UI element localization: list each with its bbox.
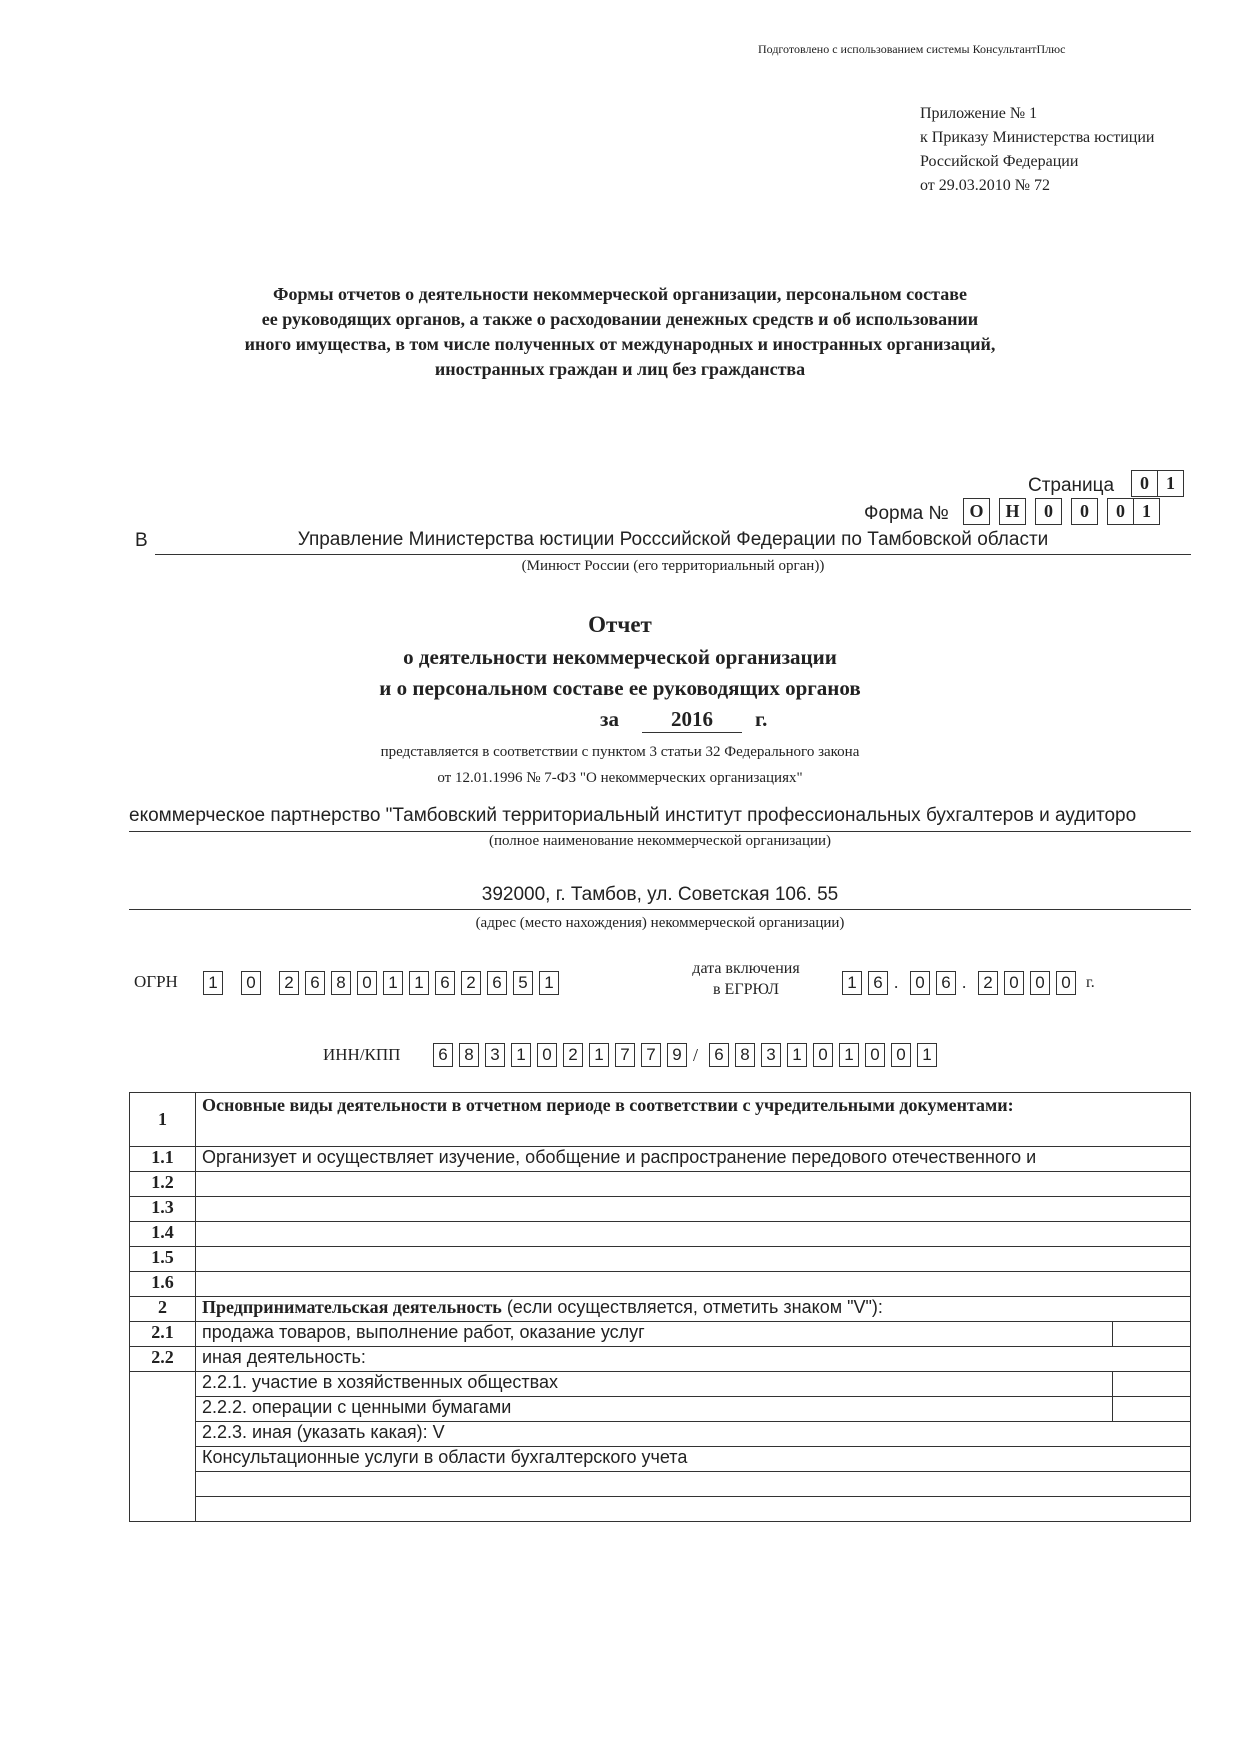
egrul-label xyxy=(676,960,816,999)
activities-table xyxy=(129,1092,1191,1522)
activity-1-3 xyxy=(196,1197,1191,1222)
page-label: Страница xyxy=(1028,475,1115,496)
egrul-date-digit: 0 xyxy=(910,971,930,995)
mark-cell-2-2-2 xyxy=(1113,1397,1191,1422)
row-number: 2.1 xyxy=(130,1322,196,1347)
form-number-cells xyxy=(963,498,1160,525)
inn-kpp-boxes xyxy=(433,1043,943,1067)
form-cell: 0 xyxy=(1071,498,1098,525)
table-row xyxy=(130,1422,1191,1447)
row-number: 2 xyxy=(130,1297,196,1322)
legal-basis-1: представляется в соответствии с пунктом 3 статьи 32 Федерального закона xyxy=(380,744,860,760)
report-title: Отчет xyxy=(588,612,652,637)
form-cell: 1 xyxy=(1133,498,1160,525)
row-number: 1.3 xyxy=(130,1197,196,1222)
forms-title xyxy=(140,282,1100,382)
inn-digit: 7 xyxy=(641,1043,661,1067)
forms-title-line-4: иностранных граждан и лиц без гражданства xyxy=(434,359,806,379)
kpp-digit: 0 xyxy=(891,1043,911,1067)
inn-digit: 7 xyxy=(615,1043,635,1067)
table-row xyxy=(130,1372,1191,1397)
forms-title-line-3: иного имущества, в том числе полученных от международных и иностранных организаций, xyxy=(244,334,996,354)
egrul-label-2: в ЕГРЮЛ xyxy=(713,981,779,998)
kpp-digit: 6 xyxy=(709,1043,729,1067)
recipient-field: Управление Министерства юстиции Росссийской Федерации по Тамбовской области xyxy=(155,529,1191,555)
table-row xyxy=(130,1322,1191,1347)
row-number: 2.2 xyxy=(130,1347,196,1372)
row-number: 1.1 xyxy=(130,1147,196,1172)
ogrn-digit: 1 xyxy=(203,971,223,995)
egrul-date-digit: 0 xyxy=(1030,971,1050,995)
table-row xyxy=(130,1147,1191,1172)
ogrn-digit: 2 xyxy=(461,971,481,995)
egrul-date-dot: . xyxy=(894,973,899,992)
inn-digit: 1 xyxy=(511,1043,531,1067)
year-suffix: г. xyxy=(755,707,768,731)
ogrn-digit: 6 xyxy=(435,971,455,995)
ogrn-digit: 1 xyxy=(409,971,429,995)
table-row xyxy=(130,1472,1191,1497)
kpp-digit: 0 xyxy=(813,1043,833,1067)
form-cell: Н xyxy=(999,498,1026,525)
address-field: 392000, г. Тамбов, ул. Советская 106. 55 xyxy=(129,884,1191,910)
egrul-date-boxes xyxy=(842,971,1095,995)
kpp-digit: 3 xyxy=(761,1043,781,1067)
ogrn-digit: 0 xyxy=(357,971,377,995)
ogrn-digit: 1 xyxy=(539,971,559,995)
ogrn-digit: 8 xyxy=(331,971,351,995)
mark-cell-2-2-1 xyxy=(1113,1372,1191,1397)
recipient-prefix: В xyxy=(135,530,148,551)
consultant-note: Подготовлено с использованием системы КонсультантПлюс xyxy=(758,42,1066,56)
activity-2-2-3-detail: Консультационные услуги в области бухгалтерского учета xyxy=(196,1447,1191,1472)
activity-1-1: Организует и осуществляет изучение, обобщение и распространение передового отечественного и xyxy=(196,1147,1191,1172)
row-number: 1 xyxy=(130,1093,196,1147)
page-cell: 1 xyxy=(1157,470,1184,497)
ogrn-digit: 2 xyxy=(279,971,299,995)
legal-basis-2: от 12.01.1996 № 7-ФЗ "О некоммерческих организациях" xyxy=(437,770,803,786)
report-subtitle-2: и о персональном составе ее руководящих органов xyxy=(379,676,861,700)
form-cell: О xyxy=(963,498,990,525)
ogrn-boxes xyxy=(203,971,565,995)
table-row xyxy=(130,1272,1191,1297)
main-activities-heading: Основные виды деятельности в отчетном периоде в соответствии с учредительными документами: xyxy=(196,1093,1191,1147)
activity-2-2-2: 2.2.2. операции с ценными бумагами xyxy=(196,1397,1113,1422)
form-cell: 0 xyxy=(1107,498,1134,525)
row-number: 1.6 xyxy=(130,1272,196,1297)
org-name-caption: (полное наименование некоммерческой организации) xyxy=(488,833,832,849)
inn-digit: 6 xyxy=(433,1043,453,1067)
empty-line xyxy=(196,1472,1191,1497)
row-number-empty xyxy=(130,1372,196,1522)
mark-cell-2-1 xyxy=(1113,1322,1191,1347)
page-number-cells xyxy=(1131,470,1184,497)
activity-2-2-1: 2.2.1. участие в хозяйственных обществах xyxy=(196,1372,1113,1397)
org-name-field: екоммерческое партнерство "Тамбовский территориальный институт профессиональных бухгалтеров и аудиторо xyxy=(129,805,1191,832)
table-row xyxy=(130,1172,1191,1197)
inn-digit: 0 xyxy=(537,1043,557,1067)
table-row xyxy=(130,1347,1191,1372)
form-label: Форма № xyxy=(864,503,949,524)
row-number: 1.4 xyxy=(130,1222,196,1247)
table-row xyxy=(130,1497,1191,1522)
activity-1-6 xyxy=(196,1272,1191,1297)
row-number: 1.2 xyxy=(130,1172,196,1197)
egrul-label-1: дата включения xyxy=(692,960,800,977)
inn-digit: 2 xyxy=(563,1043,583,1067)
ogrn-label: ОГРН xyxy=(134,972,178,991)
table-row xyxy=(130,1397,1191,1422)
appendix-line-1: Приложение № 1 xyxy=(920,105,1038,122)
egrul-date-digit: 0 xyxy=(1056,971,1076,995)
kpp-digit: 1 xyxy=(839,1043,859,1067)
table-row xyxy=(130,1247,1191,1272)
business-activity-note: (если осуществляется, отметить знаком "V"): xyxy=(501,1297,883,1317)
egrul-date-digit: 6 xyxy=(868,971,888,995)
ogrn-digit: 0 xyxy=(241,971,261,995)
report-year: 2016 xyxy=(642,707,742,733)
recipient-caption: (Минюст России (его территориальный орган)) xyxy=(521,558,825,574)
ogrn-digit: 5 xyxy=(513,971,533,995)
egrul-date-digit: 6 xyxy=(936,971,956,995)
kpp-digit: 0 xyxy=(865,1043,885,1067)
activity-2-2-3: 2.2.3. иная (указать какая): V xyxy=(196,1422,1191,1447)
table-row xyxy=(130,1222,1191,1247)
table-row xyxy=(130,1297,1191,1322)
business-activity-title: Предпринимательская деятельность xyxy=(202,1297,502,1317)
page-cell: 0 xyxy=(1131,470,1158,497)
table-row xyxy=(130,1197,1191,1222)
empty-line xyxy=(196,1497,1191,1522)
kpp-digit: 1 xyxy=(917,1043,937,1067)
address-caption: (адрес (место нахождения) некоммерческой организации) xyxy=(475,915,845,931)
kpp-digit: 8 xyxy=(735,1043,755,1067)
form-cell: 0 xyxy=(1035,498,1062,525)
inn-digit: 8 xyxy=(459,1043,479,1067)
kpp-separator: / xyxy=(693,1044,699,1065)
inn-digit: 3 xyxy=(485,1043,505,1067)
kpp-digit: 1 xyxy=(787,1043,807,1067)
ogrn-digit: 6 xyxy=(305,971,325,995)
forms-title-line-1: Формы отчетов о деятельности некоммерческой организации, персональном составе xyxy=(273,284,967,304)
row-number: 1.5 xyxy=(130,1247,196,1272)
appendix-line-2: к Приказу Министерства юстиции xyxy=(920,129,1155,146)
business-activity-heading xyxy=(196,1297,1191,1322)
inn-kpp-label: ИНН/КПП xyxy=(323,1045,401,1064)
activity-1-5 xyxy=(196,1247,1191,1272)
year-prefix: за xyxy=(600,707,619,731)
activity-2-2: иная деятельность: xyxy=(196,1347,1191,1372)
egrul-date-digit: 1 xyxy=(842,971,862,995)
appendix-line-4: от 29.03.2010 № 72 xyxy=(920,177,1051,194)
forms-title-line-2: ее руководящих органов, а также о расходовании денежных средств и об использовании xyxy=(261,309,979,329)
table-row xyxy=(130,1093,1191,1147)
egrul-date-digit: 2 xyxy=(978,971,998,995)
inn-digit: 1 xyxy=(589,1043,609,1067)
egrul-date-digit: 0 xyxy=(1004,971,1024,995)
table-row xyxy=(130,1447,1191,1472)
activity-1-4 xyxy=(196,1222,1191,1247)
appendix-line-3: Российской Федерации xyxy=(920,153,1079,170)
activity-1-2 xyxy=(196,1172,1191,1197)
egrul-date-dot: . xyxy=(962,973,967,992)
egrul-suffix: г. xyxy=(1086,974,1095,991)
inn-digit: 9 xyxy=(667,1043,687,1067)
ogrn-digit: 6 xyxy=(487,971,507,995)
report-subtitle-1: о деятельности некоммерческой организации xyxy=(403,645,837,669)
ogrn-digit: 1 xyxy=(383,971,403,995)
appendix-block xyxy=(920,102,1154,198)
activity-2-1: продажа товаров, выполнение работ, оказание услуг xyxy=(196,1322,1113,1347)
